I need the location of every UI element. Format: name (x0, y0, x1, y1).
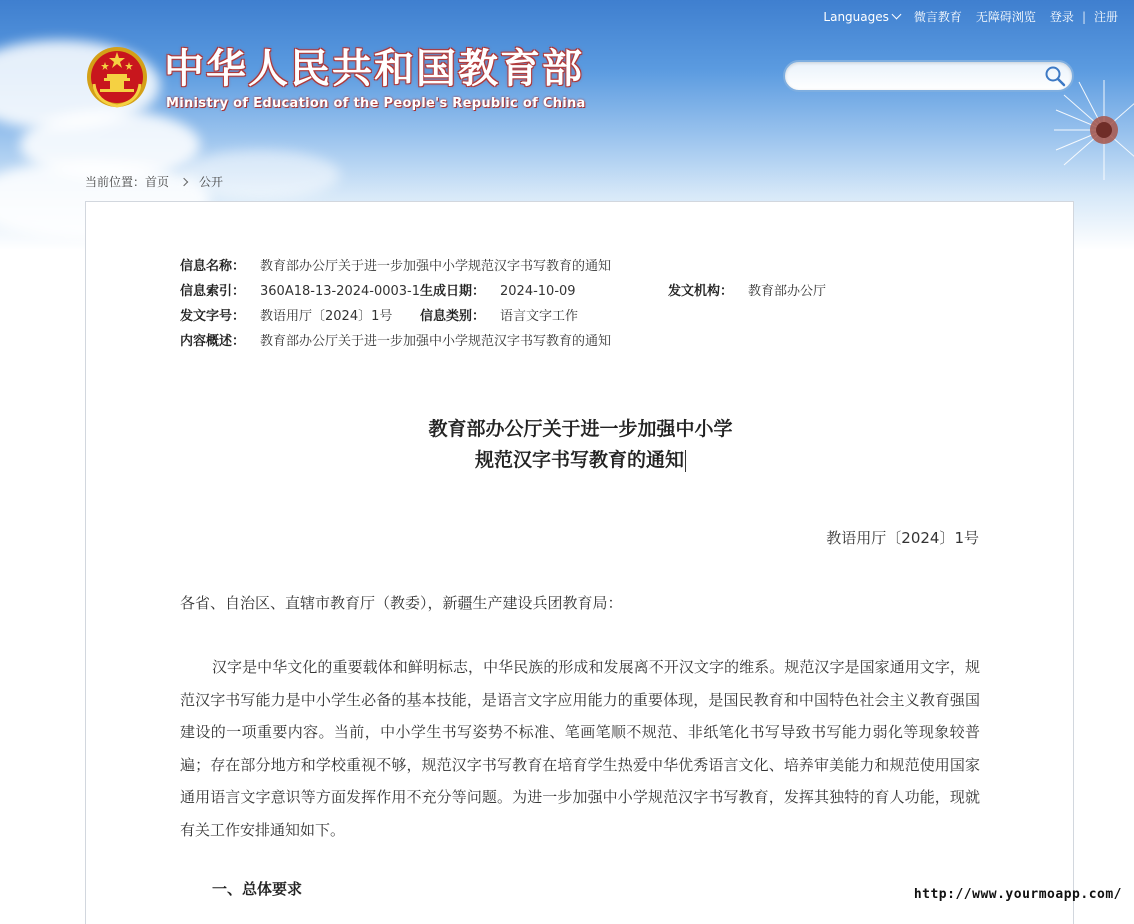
document-title-line2: 规范汉字书写教育的通知 (474, 449, 684, 471)
search-icon[interactable] (1044, 65, 1066, 87)
breadcrumb-prefix: 当前位置：首页 (85, 175, 170, 189)
section-heading: 一、总体要求 (212, 880, 303, 898)
languages-menu[interactable]: Languages (823, 10, 899, 24)
search-input[interactable] (799, 65, 1029, 87)
document-title (86, 414, 1075, 476)
site-title-en: Ministry of Education of the People's Republic of China (166, 96, 586, 111)
login-link[interactable]: 登录 (1049, 10, 1074, 24)
search-box (783, 60, 1074, 92)
accessibility-link[interactable]: 无障碍浏览 (975, 10, 1036, 24)
body-paragraph: 汉字是中华文化的重要载体和鲜明标志，中华民族的形成和发展离不开汉文字的维系。规范汉字是国家通用文字，规范汉字书写能力是中小学生必备的基本技能，是语言文字应用能力的重要体现，是国民教育和中国特色社会主义教育强国建设的一项重要内容。当前，中小学生书写姿势不标准、笔画笔顺不规范、非纸笔化书写导致书写能力弱化等现象较普遍；存在部分地方和学校重视不够，规范汉字书写教育在培育学生热爱中华优秀语言文化、培养审美能力和规范使用国家通用语言文字意识等方面发挥作用不充分等问题。为进一步加强中小学规范汉字书写教育，发挥其独特的育人功能，现就有关工作安排通知如下。 (180, 658, 980, 839)
document-number: 教语用厅〔2024〕1号 (826, 529, 979, 547)
doc-no-value: 教语用厅〔2024〕1号 (260, 309, 393, 324)
index-value: 360A18-13-2024-0003-1 (260, 284, 420, 299)
meta-row (180, 254, 611, 279)
breadcrumb-home[interactable]: 首页 (145, 175, 170, 189)
chevron-right-icon (180, 177, 188, 185)
text-caret (685, 450, 686, 472)
document-metadata (180, 254, 827, 354)
category-value: 语言文字工作 (500, 309, 579, 324)
info-name-value: 教育部办公厅关于进一步加强中小学规范汉字书写教育的通知 (260, 259, 612, 274)
document-title-line1: 教育部办公厅关于进一步加强中小学 (428, 418, 733, 440)
breadcrumb (85, 173, 223, 190)
meta-row (180, 304, 611, 329)
watermark-url: http://www.yourmoapp.com/ (913, 887, 1122, 902)
site-title-cn[interactable]: 中华人民共和国教育部 (164, 45, 584, 92)
weibo-link[interactable]: 微言教育 (913, 10, 962, 24)
issuer-label: 发文机构： (668, 284, 734, 299)
meta-row (180, 279, 827, 304)
salutation: 各省、自治区、直辖市教育厅（教委），新疆生产建设兵团教育局： (180, 594, 623, 612)
summary-label: 内容概述： (180, 334, 246, 349)
top-links (823, 8, 1118, 25)
issuer-value: 教育部办公厅 (748, 284, 827, 299)
content-panel (85, 201, 1074, 924)
doc-no-label: 发文字号： (180, 309, 246, 324)
date-value: 2024-10-09 (500, 284, 576, 299)
info-name-label: 信息名称： (180, 259, 246, 274)
index-label: 信息索引： (180, 284, 246, 299)
link-separator: | (1081, 9, 1086, 24)
summary-value: 教育部办公厅关于进一步加强中小学规范汉字书写教育的通知 (260, 334, 612, 349)
meta-row (180, 329, 611, 354)
register-link[interactable]: 注册 (1093, 10, 1118, 24)
category-label: 信息类别： (420, 309, 486, 324)
breadcrumb-current[interactable]: 公开 (199, 175, 224, 189)
date-label: 生成日期： (420, 284, 486, 299)
chevron-down-icon (891, 10, 901, 20)
national-emblem-icon[interactable] (86, 44, 148, 110)
